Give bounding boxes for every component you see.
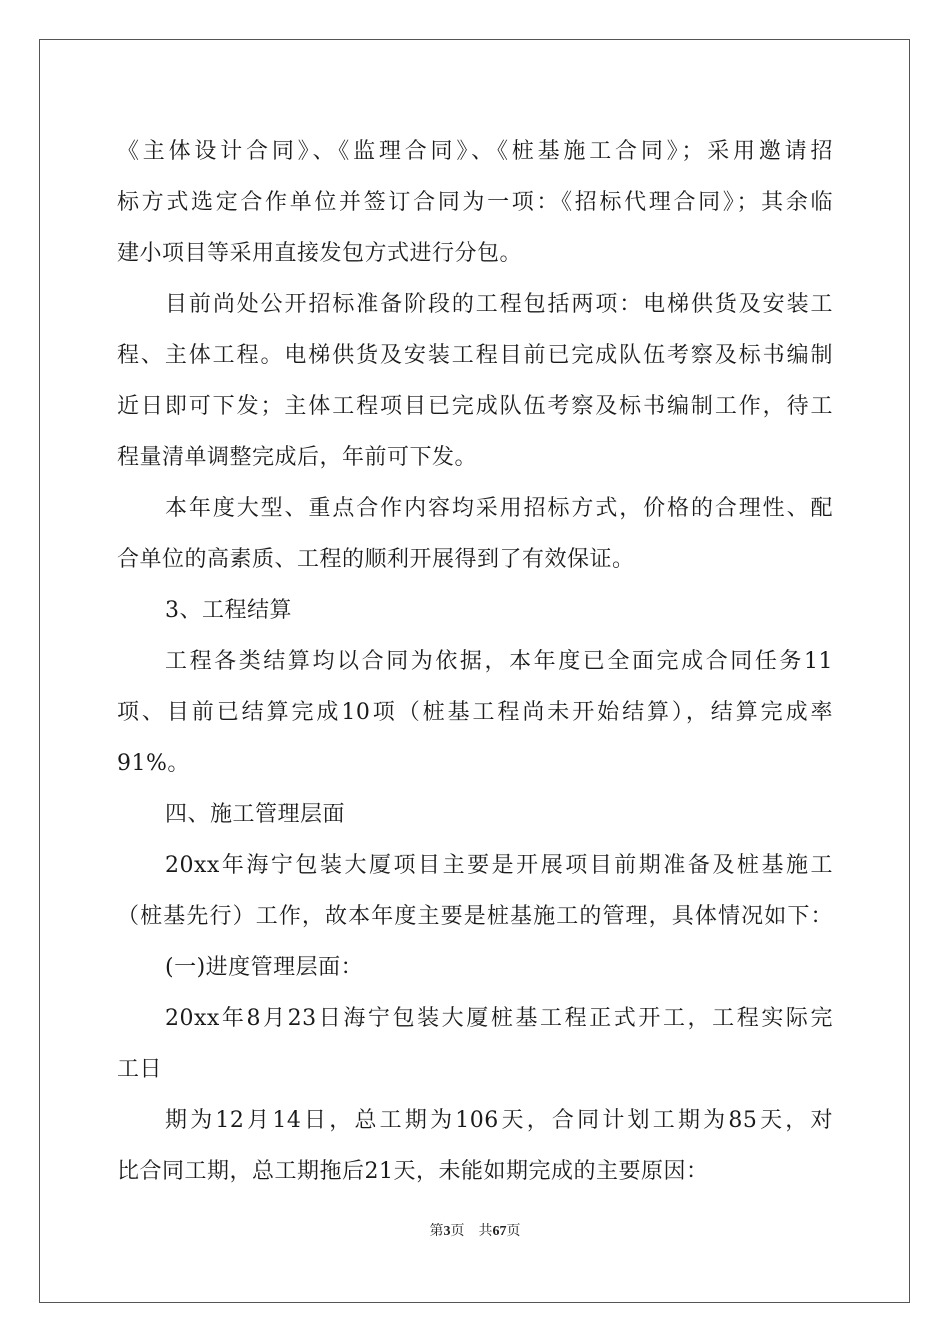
paragraph [117, 993, 833, 1095]
text-line: 3、工程结算 [165, 598, 292, 623]
paragraph [117, 483, 833, 585]
text-line: 《主体设计合同》、《监理合同》、《桩基施工合同》；采用邀请招 [117, 139, 833, 164]
subsection-heading [117, 942, 833, 993]
text-line: 建小项目等采用直接发包方式进行分包。 [117, 241, 523, 266]
total-suffix: 页 [506, 1224, 521, 1239]
text-line: 程、主体工程。电梯供货及安装工程目前已完成队伍考察及标书编制 [117, 343, 833, 368]
text-line: 期为12月14日，总工期为106天，合同计划工期为85天，对 [165, 1108, 833, 1133]
text-line: 本年度大型、重点合作内容均采用招标方式，价格的合理性、配 [165, 496, 833, 521]
text-line: 20xx年海宁包装大厦项目主要是开展项目前期准备及桩基施工 [165, 853, 833, 878]
text-line: （桩基先行）工作，故本年度主要是桩基施工的管理，具体情况如下： [117, 904, 833, 929]
document-body [117, 126, 833, 1197]
text-line: 91%。 [117, 751, 190, 776]
text-line: 标方式选定合作单位并签订合同为一项：《招标代理合同》；其余临 [117, 190, 833, 215]
text-line: 项、目前已结算完成10项（桩基工程尚未开始结算），结算完成率 [117, 700, 833, 725]
page-footer [0, 1220, 950, 1240]
text-line: 工日 [117, 1057, 163, 1082]
paragraph [117, 840, 833, 942]
section-heading [117, 789, 833, 840]
total-pages: 67 [492, 1224, 507, 1239]
paragraph [117, 279, 833, 483]
text-line: 合单位的高素质、工程的顺利开展得到了有效保证。 [117, 547, 635, 572]
text-line: 20xx年8月23日海宁包装大厦桩基工程正式开工，工程实际完 [165, 1006, 833, 1031]
section-heading [117, 585, 833, 636]
paragraph [117, 1095, 833, 1197]
text-line: 目前尚处公开招标准备阶段的工程包括两项：电梯供货及安装工 [165, 292, 833, 317]
page-prefix: 第 [429, 1224, 444, 1239]
text-line: (一)进度管理层面： [165, 955, 364, 980]
paragraph [117, 636, 833, 789]
page-suffix: 页 [450, 1224, 465, 1239]
total-prefix: 共 [478, 1224, 493, 1239]
text-line: 近日即可下发；主体工程项目已完成队伍考察及标书编制工作，待工 [117, 394, 833, 419]
text-line: 程量清单调整完成后，年前可下发。 [117, 445, 478, 470]
page-number: 3 [443, 1224, 451, 1239]
paragraph [117, 126, 833, 279]
text-line: 四、施工管理层面 [165, 802, 346, 827]
text-line: 工程各类结算均以合同为依据，本年度已全面完成合同任务11 [165, 649, 833, 674]
text-line: 比合同工期，总工期拖后21天，未能如期完成的主要原因： [117, 1159, 709, 1184]
